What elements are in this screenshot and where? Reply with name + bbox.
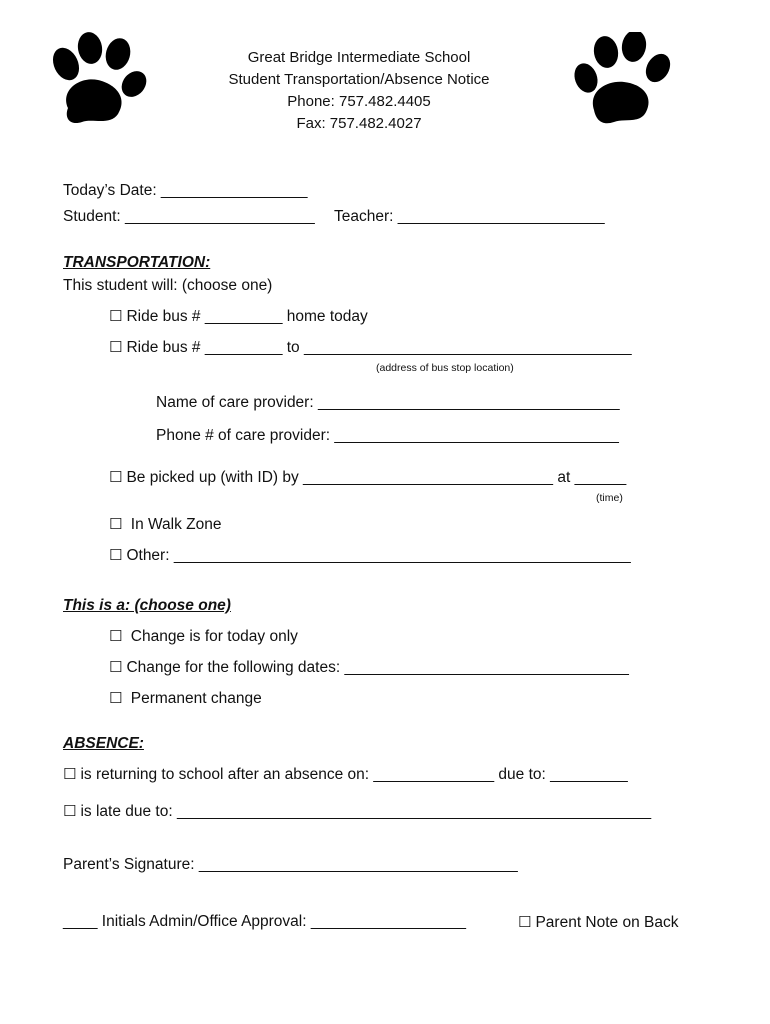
care-provider-name-field[interactable]: Name of care provider: ___________________________________ — [156, 394, 620, 411]
checkbox-icon[interactable]: ☐ — [63, 802, 77, 820]
option-label: is returning to school after an absence on: ______________ due to: _________ — [80, 766, 628, 783]
transportation-intro: This student will: (choose one) — [63, 277, 273, 294]
initials-approval-field[interactable]: ____ Initials Admin/Office Approval: __________________ — [63, 913, 467, 930]
form-title: Student Transportation/Absence Notice — [228, 71, 490, 88]
option-ride-bus-to[interactable] — [109, 337, 632, 358]
option-picked-up[interactable] — [109, 467, 626, 488]
option-label: Parent Note on Back — [535, 914, 679, 931]
option-label: Change is for today only — [126, 628, 298, 645]
option-label: Other: _____________________________________________________ — [126, 547, 631, 564]
option-walk-zone[interactable] — [109, 514, 222, 535]
option-label: Ride bus # _________ to ______________________________________ — [126, 339, 632, 356]
option-change-today[interactable] — [109, 626, 298, 647]
checkbox-icon[interactable]: ☐ — [109, 689, 123, 707]
parent-signature-field[interactable]: Parent’s Signature: _____________________________________ — [63, 856, 518, 873]
change-type-heading: This is a: (choose one) — [63, 597, 231, 614]
fax-number: Fax: 757.482.4027 — [296, 115, 422, 132]
option-change-dates[interactable] — [109, 657, 629, 678]
care-provider-phone-field[interactable]: Phone # of care provider: _________________________________ — [156, 427, 619, 444]
checkbox-icon[interactable]: ☐ — [109, 658, 123, 676]
checkbox-icon[interactable]: ☐ — [109, 627, 123, 645]
option-label: Ride bus # _________ home today — [126, 308, 368, 325]
transportation-heading: TRANSPORTATION: — [63, 254, 211, 271]
checkbox-icon[interactable]: ☐ — [518, 913, 532, 931]
option-late[interactable] — [63, 801, 651, 822]
option-label: Permanent change — [126, 690, 262, 707]
teacher-field[interactable]: Teacher: ________________________ — [334, 208, 605, 225]
absence-heading: ABSENCE: — [63, 735, 144, 752]
option-ride-bus-home[interactable] — [109, 306, 368, 327]
paw-print-right-icon — [570, 32, 674, 126]
checkbox-icon[interactable]: ☐ — [109, 307, 123, 325]
school-name: Great Bridge Intermediate School — [247, 49, 471, 66]
checkbox-icon[interactable]: ☐ — [63, 765, 77, 783]
option-parent-note[interactable] — [518, 912, 678, 933]
option-label: Be picked up (with ID) by _____________________________ at ______ — [126, 469, 627, 486]
checkbox-icon[interactable]: ☐ — [109, 546, 123, 564]
checkbox-icon[interactable]: ☐ — [109, 468, 123, 486]
phone-number: Phone: 757.482.4405 — [287, 93, 431, 110]
option-permanent-change[interactable] — [109, 688, 262, 709]
address-note: (address of bus stop location) — [376, 362, 514, 374]
option-label: In Walk Zone — [126, 516, 222, 533]
option-label: is late due to: _______________________________________________________ — [80, 803, 652, 820]
checkbox-icon[interactable]: ☐ — [109, 515, 123, 533]
student-field[interactable]: Student: ______________________ — [63, 208, 315, 225]
option-other[interactable] — [109, 545, 631, 566]
date-field[interactable]: Today’s Date: _________________ — [63, 182, 308, 199]
option-returning-absence[interactable] — [63, 764, 628, 785]
checkbox-icon[interactable]: ☐ — [109, 338, 123, 356]
option-label: Change for the following dates: _________________________________ — [126, 659, 629, 676]
paw-print-left-icon — [46, 32, 150, 126]
time-note: (time) — [596, 492, 623, 504]
